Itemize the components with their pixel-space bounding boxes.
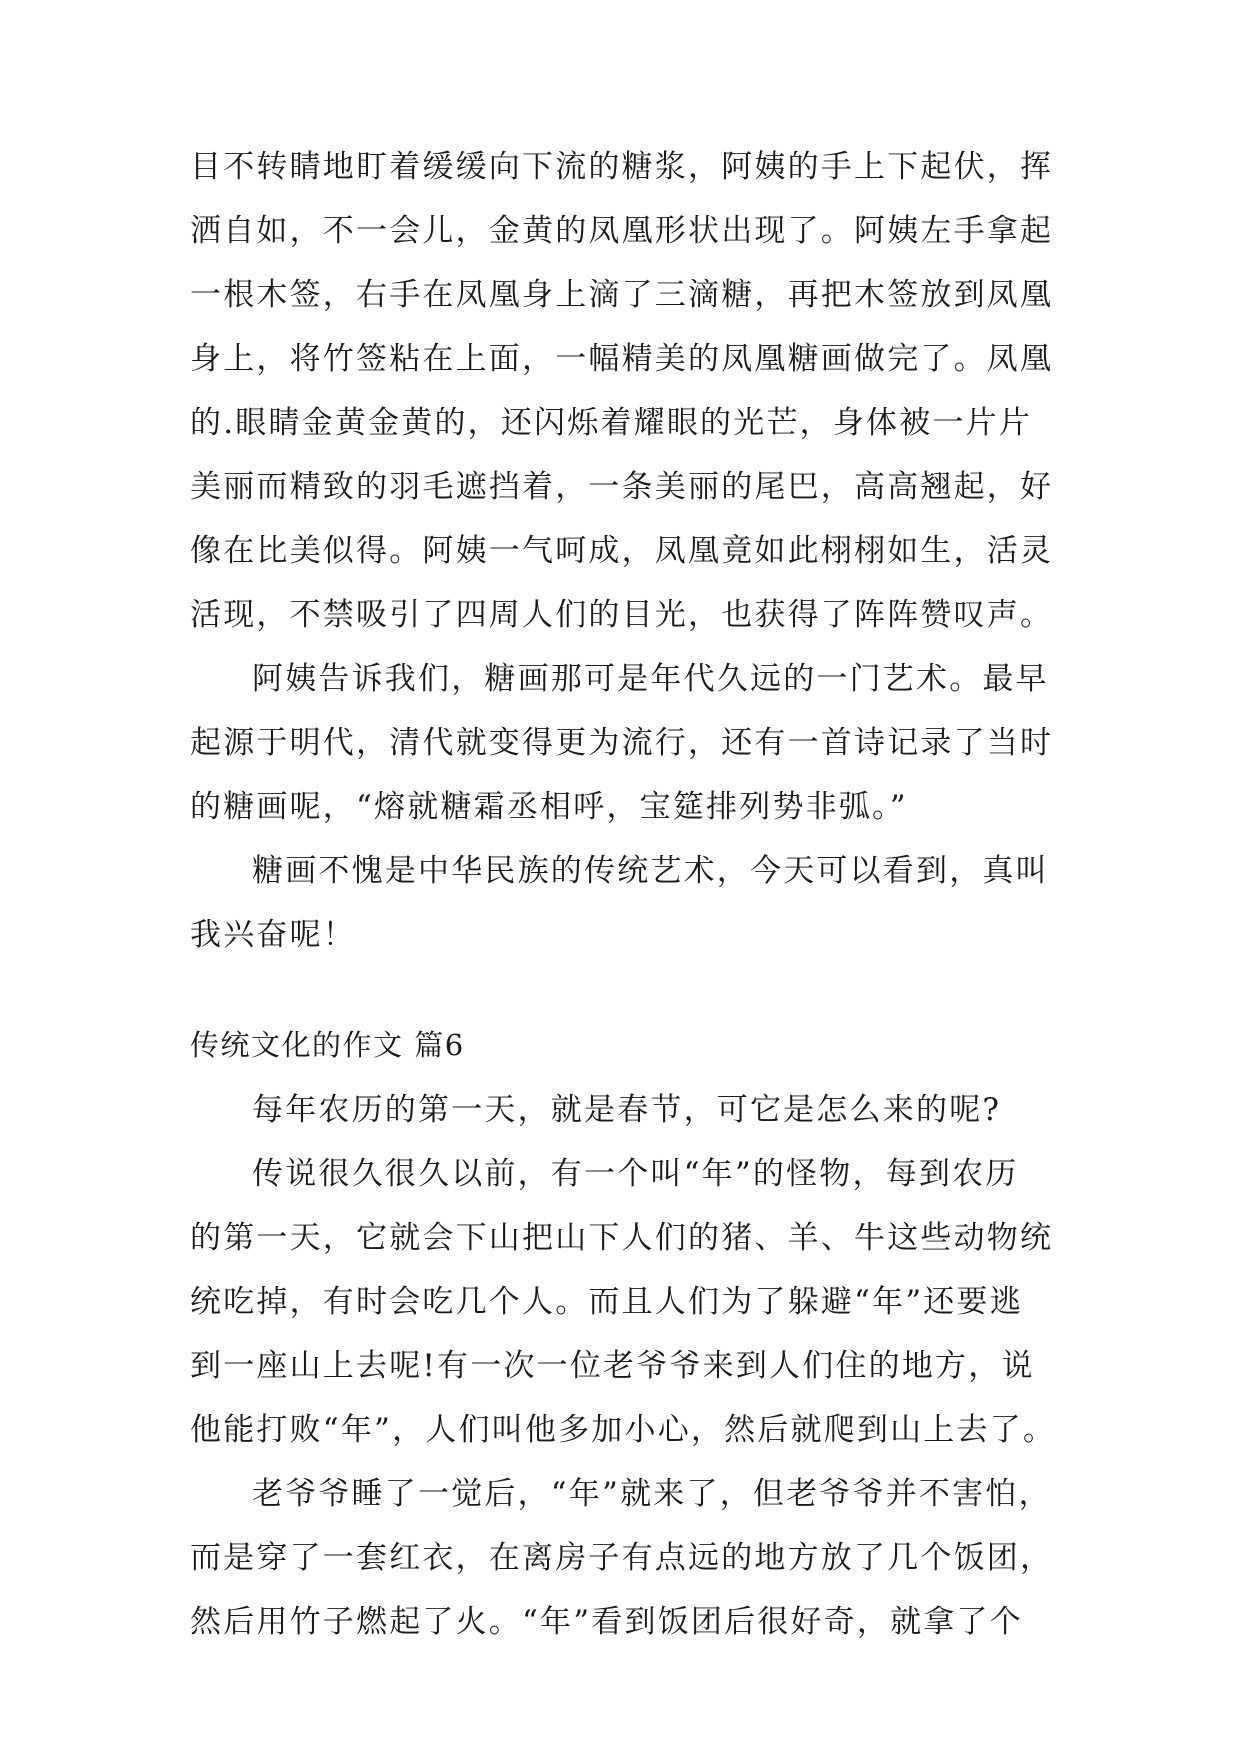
paragraph-line: 阿姨告诉我们，糖画那可是年代久远的一门艺术。最早 bbox=[252, 661, 1049, 697]
paragraph-line: 而是穿了一套红衣，在离房子有点远的地方放了几个饭团， bbox=[190, 1540, 1054, 1576]
paragraph-line: 统吃掉，有时会吃几个人。而且人们为了躲避“年”还要逃 bbox=[190, 1284, 1023, 1320]
paragraph-line: 活现，不禁吸引了四周人们的目光，也获得了阵阵赞叹声。 bbox=[190, 597, 1054, 633]
paragraph-line: 老爷爷睡了一觉后，“年”就来了，但老爷爷并不害怕， bbox=[252, 1476, 1052, 1512]
paragraph-line: 的第一天，它就会下山把山下人们的猪、羊、牛这些动物统 bbox=[190, 1220, 1054, 1256]
paragraph-line: 他能打败“年”，人们叫他多加小心，然后就爬到山上去了。 bbox=[190, 1412, 1057, 1448]
paragraph-line: 到一座山上去呢!有一次一位老爷爷来到人们住的地方，说 bbox=[190, 1348, 1035, 1384]
paragraph-line: 起源于明代，清代就变得更为流行，还有一首诗记录了当时 bbox=[190, 725, 1054, 761]
paragraph-line: 每年农历的第一天，就是春节，可它是怎么来的呢? bbox=[252, 1092, 1002, 1128]
paragraph-line: 洒自如，不一会儿，金黄的凤凰形状出现了。阿姨左手拿起 bbox=[190, 213, 1054, 249]
paragraph-line: 传说很久很久以前，有一个叫“年”的怪物，每到农历 bbox=[252, 1156, 1019, 1192]
paragraph-line: 一根木签，右手在凤凰身上滴了三滴糖，再把木签放到凤凰 bbox=[190, 277, 1054, 313]
paragraph-line: 目不转睛地盯着缓缓向下流的糖浆，阿姨的手上下起伏，挥 bbox=[190, 149, 1054, 185]
paragraph-line: 美丽而精致的羽毛遮挡着，一条美丽的尾巴，高高翘起，好 bbox=[190, 469, 1054, 505]
paragraph-line: 的糖画呢，“熔就糖霜丞相呼，宝筵排列势非弧。” bbox=[190, 789, 908, 825]
paragraph-line: 的.眼睛金黄金黄的，还闪烁着耀眼的光芒，身体被一片片 bbox=[190, 405, 1033, 441]
paragraph-line: 身上，将竹签粘在上面，一幅精美的凤凰糖画做完了。凤凰 bbox=[190, 341, 1054, 377]
paragraph-line: 像在比美似得。阿姨一气呵成，凤凰竟如此栩栩如生，活灵 bbox=[190, 533, 1054, 569]
section-heading: 传统文化的作文 篇6 bbox=[190, 1028, 465, 1062]
paragraph-line: 我兴奋呢！ bbox=[190, 917, 356, 953]
paragraph-line: 然后用竹子燃起了火。“年”看到饭团后很好奇，就拿了个 bbox=[190, 1604, 1023, 1640]
paragraph-line: 糖画不愧是中华民族的传统艺术，今天可以看到，真叫 bbox=[252, 853, 1049, 889]
